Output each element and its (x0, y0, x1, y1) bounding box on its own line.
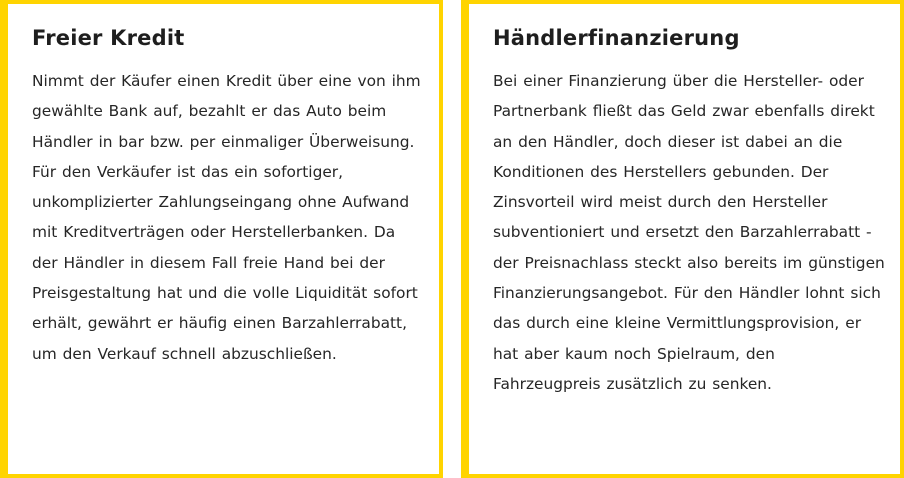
card-title: Händlerfinanzierung (493, 26, 740, 50)
card-body: Bei einer Finanzierung über die Hersteller- oder Partnerbank fließt das Geld zwar ebenfalls direkt an den Händler, doch dieser ist dabei an die Konditionen des Herstellers gebunden. Der Zinsvorteil wird meist durch den Hersteller subventioniert und ersetzt den Barzahlerrabatt - der Preisnachlass steckt also bereits im günstigen Finanzierungsangebot. Für den Händler lohnt sich das durch eine kleine Vermittlungsprovision, er hat aber kaum noch Spielraum, den Fahrzeugpreis zusätzlich zu senken. (493, 72, 885, 393)
card-freier-kredit (0, 0, 443, 478)
card-haendlerfinanzierung (461, 0, 904, 478)
card-body: Nimmt der Käufer einen Kredit über eine von ihm gewählte Bank auf, bezahlt er das Auto beim Händler in bar bzw. per einmaliger Überweisung. Für den Verkäufer ist das ein sofortiger, unkomplizierter Zahlungseingang ohne Aufwand mit Kreditverträgen oder Herstellerbanken. Da der Händler in diesem Fall freie Hand bei der Preisgestaltung hat und die volle Liquidität sofort erhält, gewährt er häufig einen Barzahlerrabatt, um den Verkauf schnell abzuschließen. (32, 72, 421, 363)
card-title: Freier Kredit (32, 26, 185, 50)
